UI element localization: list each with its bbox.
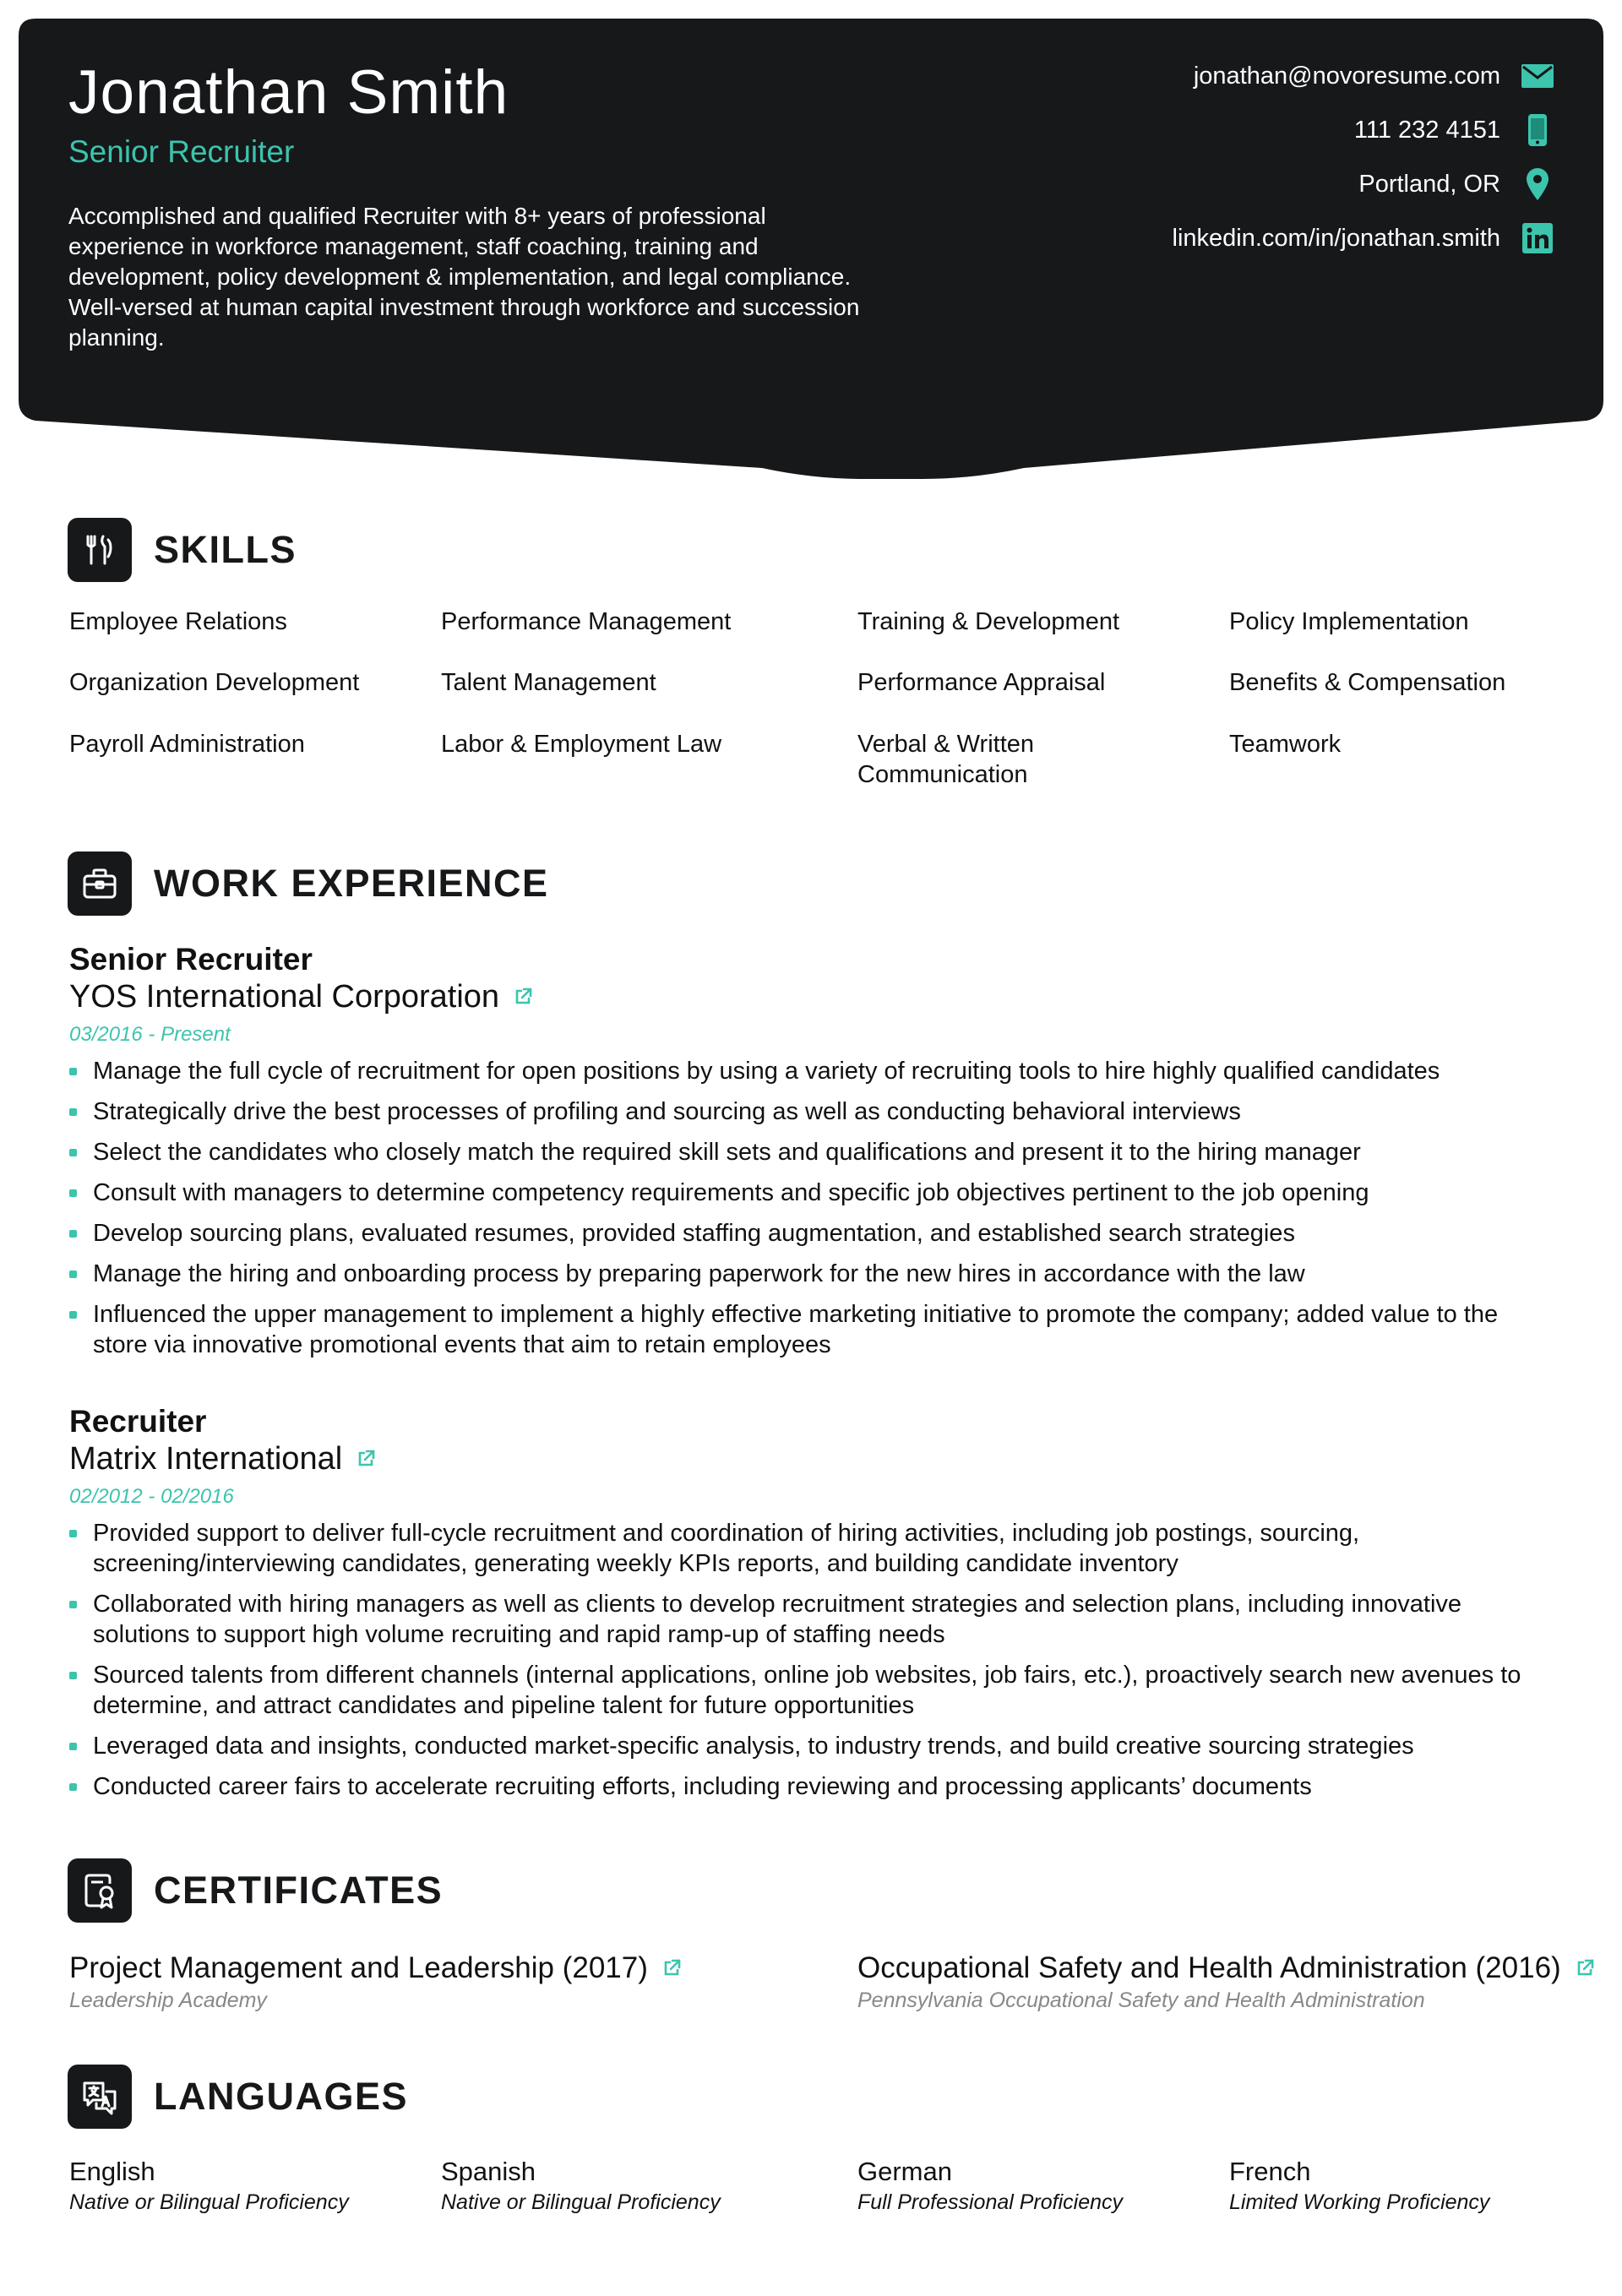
skill-item: Policy Implementation xyxy=(1229,608,1469,635)
linkedin-icon xyxy=(1521,221,1554,255)
job-dates: 02/2012 - 02/2016 xyxy=(69,1485,234,1508)
bullet-item: Conducted career fairs to accelerate recruiting efforts, including reviewing and processing applicants’ documents xyxy=(69,1771,1539,1802)
bullet-item: Manage the full cycle of recruitment for open positions by using a variety of recruiting tools to hire highly qualified candidates xyxy=(69,1056,1539,1086)
candidate-title: Senior Recruiter xyxy=(68,134,295,169)
language-name: English xyxy=(69,2157,155,2186)
certificate-name[interactable]: Project Management and Leadership (2017) xyxy=(69,1951,648,1984)
skill-item: Performance Appraisal xyxy=(857,669,1106,696)
language-level: Limited Working Proficiency xyxy=(1229,2190,1490,2214)
contact-email[interactable] xyxy=(1173,59,1554,93)
external-link-icon[interactable] xyxy=(661,1958,682,1978)
skill-item: Training & Development xyxy=(857,608,1120,635)
envelope-icon xyxy=(1521,59,1554,93)
job-entry xyxy=(69,1403,1539,1812)
bullet-item: Sourced talents from different channels (internal applications, online job websites, job fairs, etc.), proactively search new avenues to determine, and attract candidates and pipeline talent for future opportunities xyxy=(69,1660,1539,1721)
header-identity xyxy=(68,57,860,353)
language-level: Native or Bilingual Proficiency xyxy=(441,2190,721,2214)
language-entry xyxy=(857,2157,1123,2216)
language-name: German xyxy=(857,2157,952,2186)
email-text[interactable]: jonathan@novoresume.com xyxy=(1193,62,1500,90)
linkedin-text[interactable]: linkedin.com/in/jonathan.smith xyxy=(1172,224,1500,252)
skill-item: Performance Management xyxy=(441,608,732,635)
language-entry xyxy=(1229,2157,1489,2216)
experience-heading xyxy=(68,851,549,916)
language-name: Spanish xyxy=(441,2157,536,2186)
certificate-name[interactable]: Occupational Safety and Health Administration (2016) xyxy=(857,1951,1561,1984)
language-level: Full Professional Proficiency xyxy=(857,2190,1124,2214)
bullet-item: Influenced the upper management to implement a highly effective marketing initiative to promote the company; added value to the store via innovative promotional events that aim to retain employees xyxy=(69,1299,1539,1360)
language-entry xyxy=(441,2157,721,2216)
job-dates: 03/2016 - Present xyxy=(69,1023,231,1046)
external-link-icon[interactable] xyxy=(513,987,533,1007)
languages-heading xyxy=(68,2065,408,2129)
language-entry xyxy=(69,2157,349,2216)
certificate-name-row[interactable] xyxy=(69,1951,682,1985)
job-entry xyxy=(69,941,1539,1370)
language-name: French xyxy=(1229,2157,1311,2186)
skill-item: Payroll Administration xyxy=(69,731,305,758)
bullet-item: Develop sourcing plans, evaluated resumes, provided staffing augmentation, and established search strategies xyxy=(69,1218,1539,1249)
languages-title: LANGUAGES xyxy=(154,2075,409,2118)
certificate-issuer: Pennsylvania Occupational Safety and Health Administration xyxy=(857,1989,1425,2012)
skill-item: Talent Management xyxy=(441,669,656,696)
job-role: Recruiter xyxy=(69,1404,207,1439)
bullet-item: Provided support to deliver full-cycle recruitment and coordination of hiring activities, including job postings, sourcing, screening/interviewing candidates, generating weekly KPIs reports, and building candidate inventory xyxy=(69,1518,1539,1579)
company-name[interactable]: Matrix International xyxy=(69,1441,343,1477)
bullet-item: Collaborated with hiring managers as well as clients to develop recruitment strategies and selection plans, including innovative solutions to support high volume recruiting and rapid ramp-up of staffing needs xyxy=(69,1589,1539,1650)
certificate-entry xyxy=(857,1951,1595,2014)
certificates-title: CERTIFICATES xyxy=(154,1869,444,1912)
briefcase-icon xyxy=(68,851,132,916)
company-name[interactable]: YOS International Corporation xyxy=(69,979,500,1015)
summary-text: Accomplished and qualified Recruiter with 8+ years of professional experience in workforce management, staff coaching, training and development, policy development & implementation, and legal compliance. Well-versed at human capital investment through workforce and succession planning. xyxy=(68,203,860,351)
external-link-icon[interactable] xyxy=(1575,1958,1595,1978)
skill-item: Labor & Employment Law xyxy=(441,731,722,758)
bullet-item: Consult with managers to determine competency requirements and specific job objectives pertinent to the job opening xyxy=(69,1178,1539,1208)
bullet-item: Strategically drive the best processes of profiling and sourcing as well as conducting behavioral interviews xyxy=(69,1096,1539,1127)
job-role: Senior Recruiter xyxy=(69,942,313,977)
bullet-item: Select the candidates who closely match the required skill sets and qualifications and present it to the hiring manager xyxy=(69,1137,1539,1167)
skill-item: Teamwork xyxy=(1229,731,1342,758)
certificate-entry xyxy=(69,1951,682,2014)
experience-title: WORK EXPERIENCE xyxy=(154,862,549,905)
certificates-heading xyxy=(68,1858,443,1923)
skill-item: Employee Relations xyxy=(69,608,287,635)
skills-tools-icon xyxy=(68,518,132,582)
contact-location xyxy=(1173,167,1554,201)
contact-list xyxy=(1173,59,1554,275)
contact-linkedin[interactable] xyxy=(1173,221,1554,255)
phone-text[interactable]: 111 232 4151 xyxy=(1353,116,1500,144)
contact-phone[interactable] xyxy=(1173,113,1554,147)
skill-item: Verbal & Written Communication xyxy=(857,731,1035,788)
phone-icon xyxy=(1521,113,1554,147)
skill-item: Benefits & Compensation xyxy=(1229,669,1506,696)
job-company[interactable] xyxy=(69,978,1539,1015)
bullet-item: Manage the hiring and onboarding process by preparing paperwork for the new hires in accordance with the law xyxy=(69,1259,1539,1289)
certificate-issuer: Leadership Academy xyxy=(69,1989,267,2012)
certificate-icon xyxy=(68,1858,132,1923)
job-bullets xyxy=(69,1056,1539,1360)
location-pin-icon xyxy=(1521,167,1554,201)
certificate-name-row[interactable] xyxy=(857,1951,1595,1985)
external-link-icon[interactable] xyxy=(356,1449,376,1469)
bullet-item: Leveraged data and insights, conducted market-specific analysis, to industry trends, and build creative sourcing strategies xyxy=(69,1731,1539,1761)
candidate-name: Jonathan Smith xyxy=(68,58,509,127)
location-text: Portland, OR xyxy=(1358,170,1500,198)
skills-title: SKILLS xyxy=(154,528,297,571)
job-company[interactable] xyxy=(69,1440,1539,1477)
translate-icon xyxy=(68,2065,132,2129)
language-level: Native or Bilingual Proficiency xyxy=(69,2190,349,2214)
skills-heading xyxy=(68,518,297,582)
job-bullets xyxy=(69,1518,1539,1802)
skill-item: Organization Development xyxy=(69,669,360,696)
